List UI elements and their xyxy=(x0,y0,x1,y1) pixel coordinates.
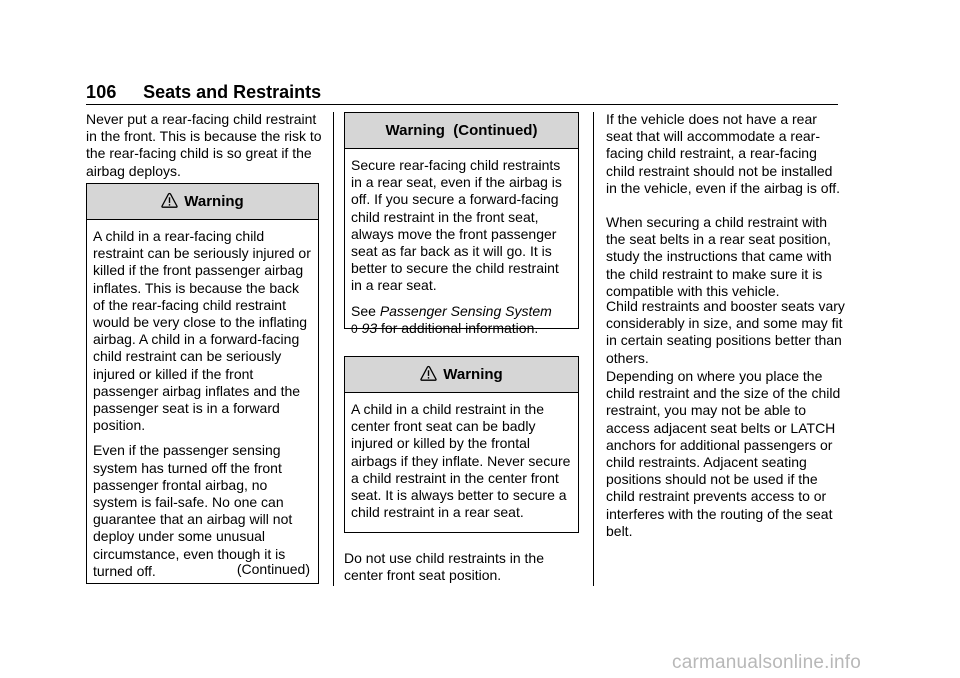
section-title: Seats and Restraints xyxy=(143,82,322,102)
warning-triangle-icon xyxy=(161,192,178,209)
page-header xyxy=(86,82,838,103)
continued-paragraph: Secure rear-facing child restraints in a rear seat, even if the airbag is off. If you secure a forward-facing child restraint in the front seat, always move the front passenger seat as far back as it will go. It is better to secure the child restraint in a rear seat. xyxy=(351,157,562,294)
warning-paragraph-2: Even if the passenger sensing system has turned off the front passenger frontal airbag, no system is fail-safe. No one can guarantee that an airbag will not deploy under some unusual circumstance, even though it is turned off. xyxy=(93,442,293,579)
warning-box-header xyxy=(87,184,318,220)
warning-continued-box xyxy=(344,112,579,336)
continued-label: (Continued) xyxy=(236,561,310,577)
warning-box-title-2: Warning xyxy=(443,366,503,383)
outro-paragraph: Do not use child restraints in the center front seat position. xyxy=(344,550,544,584)
see-reference xyxy=(351,303,572,338)
warning-box-header-2 xyxy=(345,357,578,393)
column-divider-1 xyxy=(333,112,334,586)
see-reference-title[interactable]: Passenger Sensing System xyxy=(379,302,552,319)
column-divider-2 xyxy=(593,112,594,586)
warning-box-body-2 xyxy=(345,393,578,521)
warning-triangle-icon xyxy=(420,365,437,382)
page-number: 106 xyxy=(86,82,117,102)
warning-continued-header: Warning (Continued) xyxy=(345,113,578,149)
col3-paragraph-3: Child restraints and booster seats vary considerably in size, and some may fit in certain seating positions better than others. xyxy=(606,298,845,366)
col3-paragraph-1: If the vehicle does not have a rear seat that will accommodate a rear-facing child restraint, a rear-facing child restraint should not be installed in the vehicle, even if the airbag is off. xyxy=(606,111,840,196)
center-seat-warning-paragraph: A child in a child restraint in the center front seat can be badly injured or killed by the frontal airbags if they inflate. Never secure a child restraint in the center front seat. It is always better to secure a child restraint in a rear seat. xyxy=(351,401,571,521)
col3-paragraph-4: Depending on where you place the child restraint and the size of the child restraint, you may not be able to access adjacent seat belts or LATCH anchors for additional passengers or child restraints. Adjacent seating positions should not be used if the child restraint prevents access to or interferes with the routing of the seat belt. xyxy=(606,368,841,539)
header-rule xyxy=(86,104,838,105)
intro-paragraph: Never put a rear-facing child restraint in the front. This is because the risk to the rear-facing child is so great if the airbag deploys. xyxy=(86,111,322,179)
warning-box-center-seat xyxy=(344,356,579,533)
see-reference-page[interactable]: 93 xyxy=(361,319,378,336)
warning-box-body xyxy=(87,220,318,580)
see-suffix: for additional information. xyxy=(381,319,539,336)
site-watermark: carmanualsonline.info xyxy=(672,652,862,673)
warning-box-title: Warning xyxy=(184,193,244,210)
warning-box-rear-facing xyxy=(86,183,319,584)
col3-paragraph-2: When securing a child restraint with the seat belts in a rear seat position, study the instructions that came with the child restraint to make sure it is compatible with this vehicle. xyxy=(606,214,832,299)
warning-paragraph-1: A child in a rear-facing child restraint can be seriously injured or killed if the front passenger airbag inflates. This is because the back of the rear-facing child restraint would be very close to the inflating airbag. A child in a forward-facing child restraint can be seriously injured or killed if the front passenger airbag inflates and the passenger seat is in a forward position. xyxy=(93,228,311,434)
see-prefix: See xyxy=(351,302,376,319)
warning-continued-body xyxy=(345,149,578,338)
page-arrow-icon: 0 xyxy=(351,321,358,336)
